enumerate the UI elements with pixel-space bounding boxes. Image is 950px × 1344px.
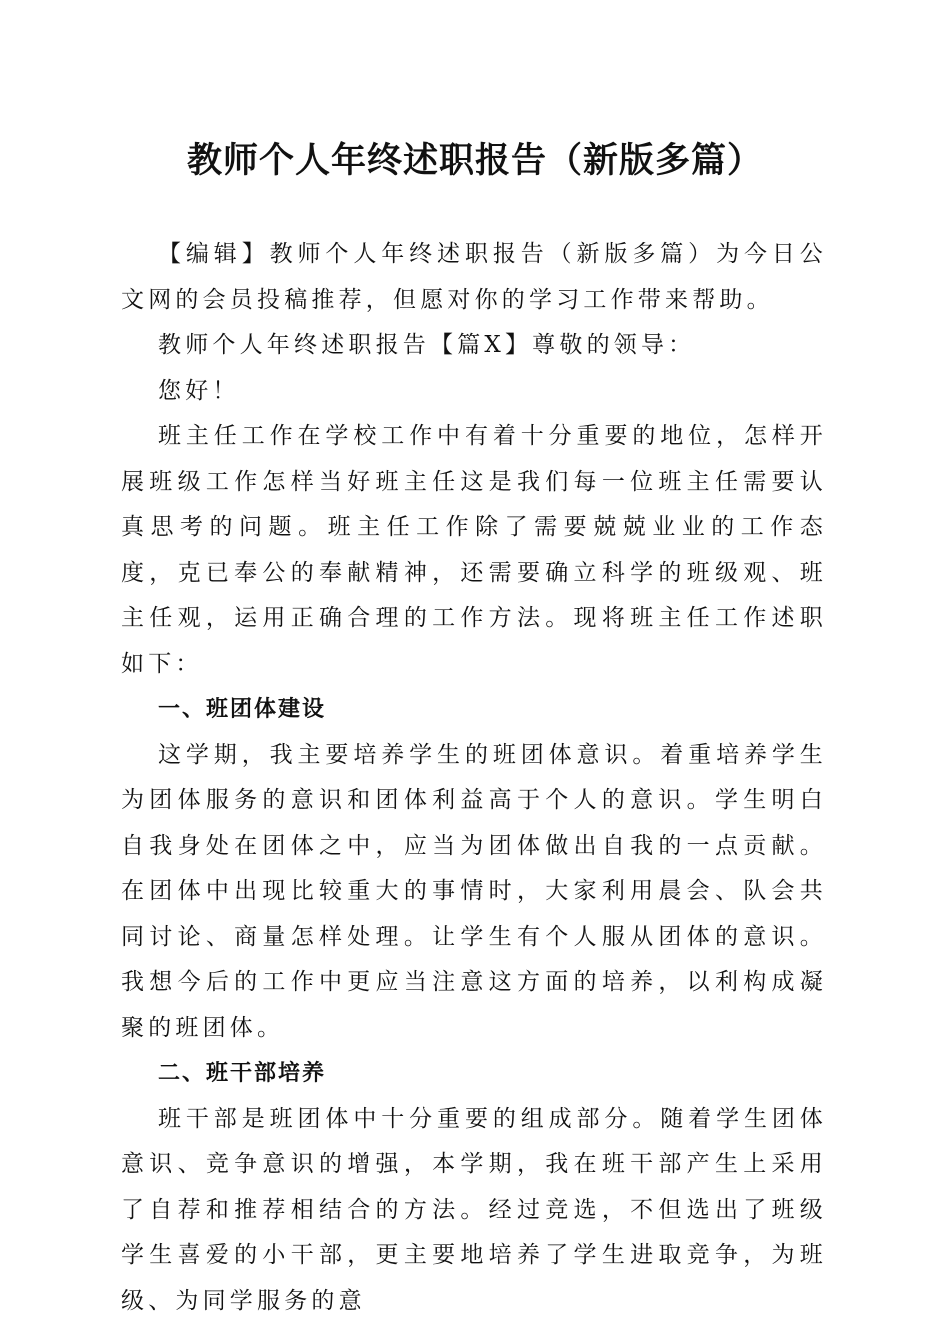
greeting: 您好！ <box>158 377 240 404</box>
section-heading-class-cadres: 二、班干部培养 <box>158 1061 327 1086</box>
section-heading-class-team: 一、班团体建设 <box>158 697 327 722</box>
section-text-class-team: 这学期，我主要培养学生的班团体意识。着重培养学生为团体服务的意识和团体利益高于个人的意识。学生明白自我身处在团体之中，应当为团体做出自我的一点贡献。在团体中出现比较重大的事情时，大家利用晨会、队会共同讨论、商量怎样处理。让学生有个人服从团体的意识。我想今后的工作中更应当注意这方面的培养，以利构成凝聚的班团体。 <box>121 741 827 1041</box>
intro-paragraph: 【编辑】教师个人年终述职报告（新版多篇）为今日公文网的会员投稿推荐，但愿对你的学习工作带来帮助。 <box>121 241 827 313</box>
opening-paragraph: 班主任工作在学校工作中有着十分重要的地位，怎样开展班级工作怎样当好班主任这是我们每一位班主任需要认真思考的问题。班主任工作除了需要兢兢业业的工作态度，克已奉公的奉献精神，还需要确立科学的班级观、班主任观，运用正确合理的工作方法。现将班主任工作述职如下： <box>121 423 827 677</box>
section-text-class-cadres: 班干部是班团体中十分重要的组成部分。随着学生团体意识、竞争意识的增强，本学期，我在班干部产生上采用了自荐和推荐相结合的方法。经过竞选，不但选出了班级学生喜爱的小干部，更主要地培养了学生进取竞争，为班级、为同学服务的意 <box>121 1105 827 1314</box>
document-body <box>121 232 827 1324</box>
document-title: 教师个人年终述职报告（新版多篇） <box>186 141 763 181</box>
report-salutation: 教师个人年终述职报告【篇X】尊敬的领导： <box>158 332 696 358</box>
